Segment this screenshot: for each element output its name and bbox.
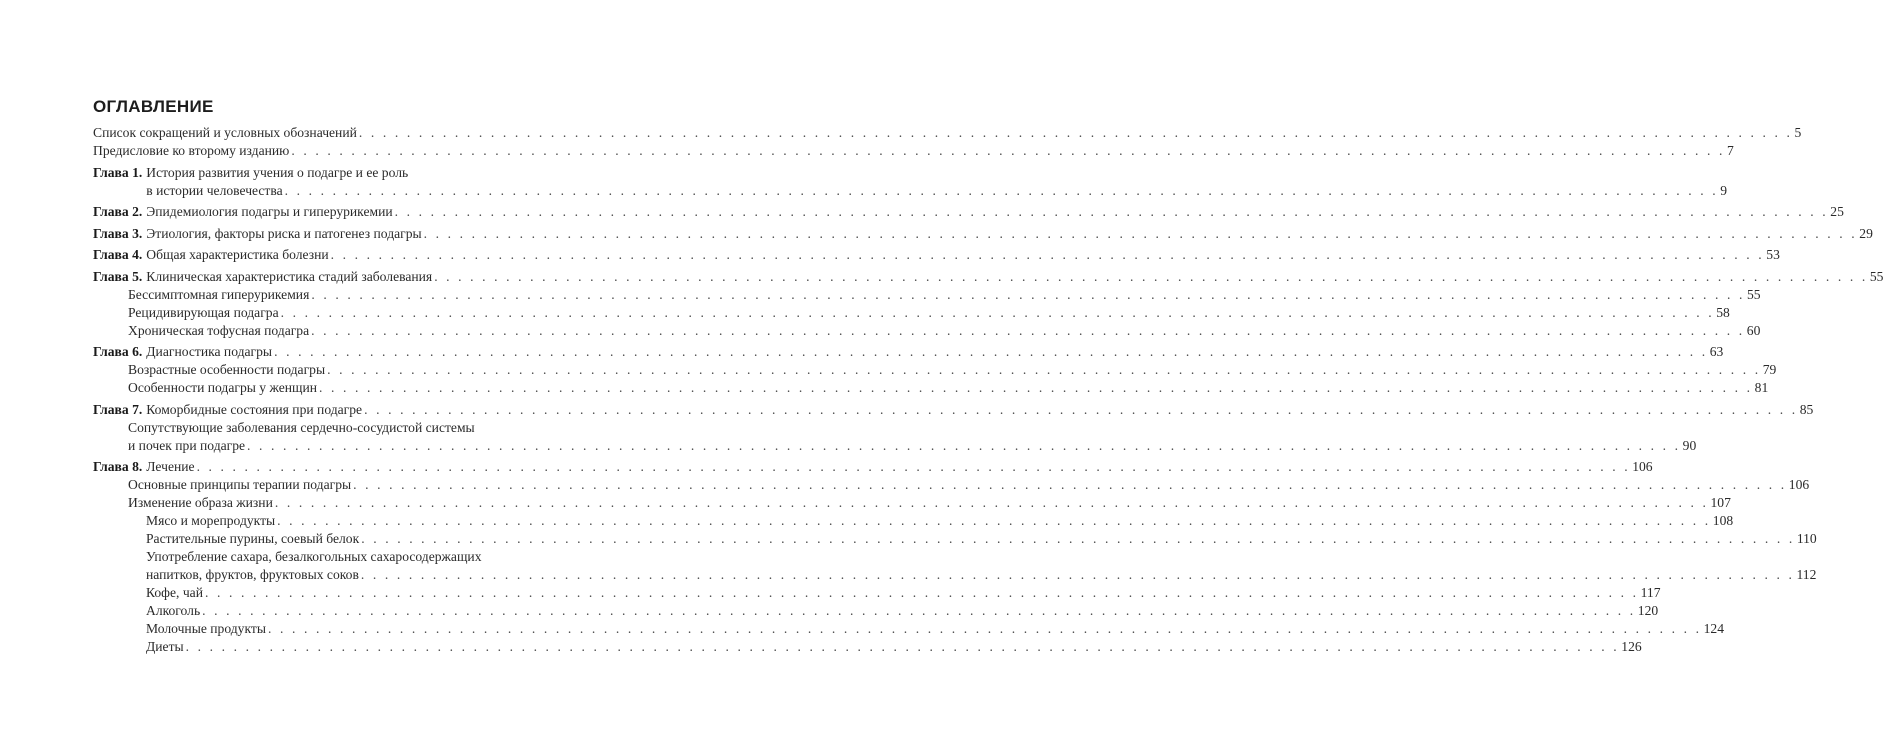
entry-title: Диеты xyxy=(146,639,184,654)
page-number: 58 xyxy=(1716,304,1730,320)
toc-entry[interactable] xyxy=(93,419,1697,455)
entry-body xyxy=(146,343,1724,361)
toc-entry[interactable] xyxy=(93,142,1734,160)
entry-line xyxy=(128,476,1810,494)
entry-title: и почек при подагре xyxy=(128,437,246,453)
page-number: 5 xyxy=(1794,125,1802,140)
dot-leader: . . . . . . . . . . . . . . . . . . . . . . . . . . . . . . . . . . . . . . . . . . . . . . . . . . . . . . . . . . . . . . . . . . . . . . . . . . . . . . . . . . . . . . . . . . . . . . . . . . . . . . . . . . . . . . . . . . . . . . . . xyxy=(274,495,1709,510)
toc-entry[interactable] xyxy=(93,322,1761,340)
dot-leader: . . . . . . . . . . . . . . . . . . . . . . . . . . . . . . . . . . . . . . . . . . . . . . . . . . . . . . . . . . . . . . . . . . . . . . . . . . . . . . . . . . . . . . . . . . . . . . . . . . . . . . . . . . . . . . . . . . . . . . . . xyxy=(274,344,1708,359)
dot-leader: . . . . . . . . . . . . . . . . . . . . . . . . . . . . . . . . . . . . . . . . . . . . . . . . . . . . . . . . . . . . . . . . . . . . . . . . . . . . . . . . . . . . . . . . . . . . . . . . . . . . . . . . . . . . . . . . . . . . . . . . xyxy=(185,639,1620,654)
entry-title: Мясо и морепродукты xyxy=(146,513,276,528)
chapter-label: Глава 8. xyxy=(93,459,143,474)
page-number: 79 xyxy=(1762,362,1777,377)
page-number: 108 xyxy=(1712,513,1734,528)
entry-line xyxy=(93,142,1734,160)
page-number: 9 xyxy=(1720,182,1728,198)
dot-leader: . . . . . . . . . . . . . . . . . . . . . . . . . . . . . . . . . . . . . . . . . . . . . . . . . . . . . . . . . . . . . . . . . . . . . . . . . . . . . . . . . . . . . . . . . . . . . . . . . . . . . . . . . . . . . . . . . . . . . . . . xyxy=(364,401,1798,417)
dot-leader: . . . . . . . . . . . . . . . . . . . . . . . . . . . . . . . . . . . . . . . . . . . . . . . . . . . . . . . . . . . . . . . . . . . . . . . . . . . . . . . . . . . . . . . . . . . . . . . . . . . . . . . . . . . . . . . . . . . . . . . . xyxy=(204,585,1639,600)
entry-line xyxy=(128,304,1730,322)
entry-title: Предисловие ко второму изданию xyxy=(93,143,290,158)
entry-line xyxy=(146,638,1642,656)
entry-title: Рецидивирующая подагра xyxy=(128,304,279,320)
page-number: 107 xyxy=(1710,495,1731,510)
page-number: 25 xyxy=(1830,204,1844,219)
entry-line xyxy=(146,458,1653,476)
entry-line xyxy=(146,225,1873,243)
entry-line xyxy=(146,246,1780,264)
page-number: 90 xyxy=(1682,437,1697,453)
entry-line xyxy=(146,620,1724,638)
page-number: 29 xyxy=(1859,225,1873,241)
page-number: 81 xyxy=(1754,380,1769,395)
entry-body xyxy=(146,638,1642,656)
toc-entries xyxy=(93,124,1883,656)
dot-leader: . . . . . . . . . . . . . . . . . . . . . . . . . . . . . . . . . . . . . . . . . . . . . . . . . . . . . . . . . . . . . . . . . . . . . . . . . . . . . . . . . . . . . . . . . . . . . . . . . . . . . . . . . . . . . . . . . . . . . . . . xyxy=(394,204,1829,219)
page-number: 85 xyxy=(1799,401,1814,417)
dot-leader: . . . . . . . . . . . . . . . . . . . . . . . . . . . . . . . . . . . . . . . . . . . . . . . . . . . . . . . . . . . . . . . . . . . . . . . . . . . . . . . . . . . . . . . . . . . . . . . . . . . . . . . . . . . . . . . . . . . . . . . . xyxy=(291,143,1725,158)
dot-leader: . . . . . . . . . . . . . . . . . . . . . . . . . . . . . . . . . . . . . . . . . . . . . . . . . . . . . . . . . . . . . . . . . . . . . . . . . . . . . . . . . . . . . . . . . . . . . . . . . . . . . . . . . . . . . . . . . . . . . . . . xyxy=(319,380,1753,395)
chapter-label: Глава 5. xyxy=(93,268,143,284)
dot-leader: . . . . . . . . . . . . . . . . . . . . . . . . . . . . . . . . . . . . . . . . . . . . . . . . . . . . . . . . . . . . . . . . . . . . . . . . . . . . . . . . . . . . . . . . . . . . . . . . . . . . . . . . . . . . . . . . . . . . . . . . xyxy=(280,304,1715,320)
dot-leader: . . . . . . . . . . . . . . . . . . . . . . . . . . . . . . . . . . . . . . . . . . . . . . . . . . . . . . . . . . . . . . . . . . . . . . . . . . . . . . . . . . . . . . . . . . . . . . . . . . . . . . . . . . . . . . . . . . . . . . . . xyxy=(353,477,1787,492)
page-number: 106 xyxy=(1788,477,1810,492)
entry-body xyxy=(93,124,1802,142)
entry-title: Эпидемиология подагры и гиперурикемии xyxy=(146,204,393,219)
toc-chapter-entry[interactable] xyxy=(93,246,1780,264)
page-number: 110 xyxy=(1796,531,1817,546)
entry-body xyxy=(128,476,1810,494)
dot-leader: . . . . . . . . . . . . . . . . . . . . . . . . . . . . . . . . . . . . . . . . . . . . . . . . . . . . . . . . . . . . . . . . . . . . . . . . . . . . . . . . . . . . . . . . . . . . . . . . . . . . . . . . . . . . . . . . . . . . . . . . xyxy=(267,621,1702,636)
dot-leader: . . . . . . . . . . . . . . . . . . . . . . . . . . . . . . . . . . . . . . . . . . . . . . . . . . . . . . . . . . . . . . . . . . . . . . . . . . . . . . . . . . . . . . . . . . . . . . . . . . . . . . . . . . . . . . . . . . . . . . . . xyxy=(327,362,1761,377)
entry-body xyxy=(146,584,1661,602)
toc-entry[interactable] xyxy=(93,494,1731,512)
entry-line xyxy=(146,548,508,566)
page-number: 124 xyxy=(1703,621,1724,636)
entry-title: Сопутствующие заболевания сердечно-сосудистой системы xyxy=(128,419,475,435)
page-number: 63 xyxy=(1709,344,1724,359)
entry-title: в истории человечества xyxy=(146,182,283,198)
page-number: 106 xyxy=(1632,459,1653,474)
entry-title: Этиология, факторы риска и патогенез подагры xyxy=(146,225,422,241)
toc-entry[interactable] xyxy=(93,361,1777,379)
toc-entry[interactable] xyxy=(93,584,1661,602)
page-number: 126 xyxy=(1621,639,1642,654)
entry-title: Хроническая тофусная подагра xyxy=(128,322,310,338)
entry-body xyxy=(146,164,1728,200)
toc-entry[interactable] xyxy=(93,286,1761,304)
dot-leader: . . . . . . . . . . . . . . . . . . . . . . . . . . . . . . . . . . . . . . . . . . . . . . . . . . . . . . . . . . . . . . . . . . . . . . . . . . . . . . . . . . . . . . . . . . . . . . . . . . . . . . . . . . . . . . . . . . . . . . . . xyxy=(247,437,1681,453)
entry-body xyxy=(146,401,1814,419)
entry-line xyxy=(146,530,1817,548)
dot-leader: . . . . . . . . . . . . . . . . . . . . . . . . . . . . . . . . . . . . . . . . . . . . . . . . . . . . . . . . . . . . . . . . . . . . . . . . . . . . . . . . . . . . . . . . . . . . . . . . . . . . . . . . . . . . . . . . . . . . . . . . xyxy=(330,247,1765,262)
entry-line xyxy=(128,494,1731,512)
chapter-label: Глава 4. xyxy=(93,247,143,262)
entry-line xyxy=(128,437,1697,455)
toc-entry[interactable] xyxy=(93,602,1659,620)
entry-title: Основные принципы терапии подагры xyxy=(128,477,352,492)
entry-title: Алкоголь xyxy=(146,603,201,618)
entry-line xyxy=(146,268,1883,286)
toc-chapter-entry[interactable] xyxy=(93,401,1814,419)
entry-line xyxy=(128,419,508,437)
toc-entry[interactable] xyxy=(93,124,1802,142)
dot-leader: . . . . . . . . . . . . . . . . . . . . . . . . . . . . . . . . . . . . . . . . . . . . . . . . . . . . . . . . . . . . . . . . . . . . . . . . . . . . . . . . . . . . . . . . . . . . . . . . . . . . . . . . . . . . . . . . . . . . . . . . xyxy=(358,125,1793,140)
entry-body xyxy=(128,494,1731,512)
toc-entry[interactable] xyxy=(93,548,1817,584)
toc-chapter-entry[interactable] xyxy=(93,164,1728,200)
entry-title: Клиническая характеристика стадий заболевания xyxy=(146,268,433,284)
entry-body xyxy=(146,458,1653,476)
toc-entry[interactable] xyxy=(93,379,1769,397)
toc-entry[interactable] xyxy=(93,476,1810,494)
entry-line xyxy=(146,512,1734,530)
entry-title: Изменение образа жизни xyxy=(128,495,273,510)
dot-leader: . . . . . . . . . . . . . . . . . . . . . . . . . . . . . . . . . . . . . . . . . . . . . . . . . . . . . . . . . . . . . . . . . . . . . . . . . . . . . . . . . . . . . . . . . . . . . . . . . . . . . . . . . . . . . . . . . . . . . . . . xyxy=(284,182,1719,198)
chapter-label: Глава 6. xyxy=(93,344,143,359)
dot-leader: . . . . . . . . . . . . . . . . . . . . . . . . . . . . . . . . . . . . . . . . . . . . . . . . . . . . . . . . . . . . . . . . . . . . . . . . . . . . . . . . . . . . . . . . . . . . . . . . . . . . . . . . . . . . . . . . . . . . . . . . xyxy=(311,322,1745,338)
dot-leader: . . . . . . . . . . . . . . . . . . . . . . . . . . . . . . . . . . . . . . . . . . . . . . . . . . . . . . . . . . . . . . . . . . . . . . . . . . . . . . . . . . . . . . . . . . . . . . . . . . . . . . . . . . . . . . . . . . . . . . . . xyxy=(202,603,1636,618)
toc-chapter-entry[interactable] xyxy=(93,203,1844,221)
table-of-contents xyxy=(93,96,1883,656)
entry-title: Общая характеристика болезни xyxy=(146,247,329,262)
chapter-label: Глава 7. xyxy=(93,401,143,417)
entry-title: Молочные продукты xyxy=(146,621,266,636)
entry-body xyxy=(128,304,1730,322)
entry-title: Коморбидные состояния при подагре xyxy=(146,401,363,417)
dot-leader: . . . . . . . . . . . . . . . . . . . . . . . . . . . . . . . . . . . . . . . . . . . . . . . . . . . . . . . . . . . . . . . . . . . . . . . . . . . . . . . . . . . . . . . . . . . . . . . . . . . . . . . . . . . . . . . . . . . . . . . . xyxy=(361,531,1795,546)
dot-leader: . . . . . . . . . . . . . . . . . . . . . . . . . . . . . . . . . . . . . . . . . . . . . . . . . . . . . . . . . . . . . . . . . . . . . . . . . . . . . . . . . . . . . . . . . . . . . . . . . . . . . . . . . . . . . . . . . . . . . . . . xyxy=(311,286,1745,302)
entry-title: Употребление сахара, безалкогольных сахаросодержащих xyxy=(146,549,482,564)
toc-entry[interactable] xyxy=(93,304,1730,322)
entry-title: Бессимптомная гиперурикемия xyxy=(128,286,310,302)
entry-title: Особенности подагры у женщин xyxy=(128,380,318,395)
page-number: 120 xyxy=(1637,603,1659,618)
entry-title: напитков, фруктов, фруктовых соков xyxy=(146,567,359,582)
entry-title: Диагностика подагры xyxy=(146,344,273,359)
dot-leader: . . . . . . . . . . . . . . . . . . . . . . . . . . . . . . . . . . . . . . . . . . . . . . . . . . . . . . . . . . . . . . . . . . . . . . . . . . . . . . . . . . . . . . . . . . . . . . . . . . . . . . . . . . . . . . . . . . . . . . . . xyxy=(360,567,1795,582)
entry-body xyxy=(146,602,1659,620)
entry-line xyxy=(93,124,1802,142)
entry-title: Лечение xyxy=(146,459,195,474)
entry-body xyxy=(146,530,1817,548)
page-number: 117 xyxy=(1640,585,1661,600)
entry-body xyxy=(146,268,1883,286)
page-number: 60 xyxy=(1746,322,1761,338)
dot-leader: . . . . . . . . . . . . . . . . . . . . . . . . . . . . . . . . . . . . . . . . . . . . . . . . . . . . . . . . . . . . . . . . . . . . . . . . . . . . . . . . . . . . . . . . . . . . . . . . . . . . . . . . . . . . . . . . . . . . . . . . xyxy=(196,459,1631,474)
entry-line xyxy=(146,401,1814,419)
entry-line xyxy=(146,602,1659,620)
entry-line xyxy=(146,343,1724,361)
entry-body xyxy=(146,512,1734,530)
entry-body xyxy=(128,361,1777,379)
toc-entry[interactable] xyxy=(93,638,1642,656)
dot-leader: . . . . . . . . . . . . . . . . . . . . . . . . . . . . . . . . . . . . . . . . . . . . . . . . . . . . . . . . . . . . . . . . . . . . . . . . . . . . . . . . . . . . . . . . . . . . . . . . . . . . . . . . . . . . . . . . . . . . . . . . xyxy=(434,268,1868,284)
entry-body xyxy=(128,286,1761,304)
dot-leader: . . . . . . . . . . . . . . . . . . . . . . . . . . . . . . . . . . . . . . . . . . . . . . . . . . . . . . . . . . . . . . . . . . . . . . . . . . . . . . . . . . . . . . . . . . . . . . . . . . . . . . . . . . . . . . . . . . . . . . . . xyxy=(423,225,1858,241)
page-number: 53 xyxy=(1766,247,1780,262)
entry-body xyxy=(146,246,1780,264)
entry-line xyxy=(146,566,1817,584)
entry-body xyxy=(146,548,1817,584)
entry-title: Список сокращений и условных обозначений xyxy=(93,125,357,140)
entry-body xyxy=(128,419,1697,455)
toc-entry[interactable] xyxy=(93,620,1724,638)
entry-line xyxy=(146,182,1728,200)
entry-title: Растительные пурины, соевый белок xyxy=(146,531,360,546)
entry-body xyxy=(128,322,1761,340)
page-number: 55 xyxy=(1869,268,1883,284)
chapter-label: Глава 2. xyxy=(93,204,143,219)
entry-line xyxy=(146,164,508,182)
chapter-label: Глава 1. xyxy=(93,164,143,180)
entry-line xyxy=(146,584,1661,602)
toc-entry[interactable] xyxy=(93,512,1734,530)
page-number: 7 xyxy=(1726,143,1734,158)
entry-body xyxy=(146,620,1724,638)
toc-chapter-entry[interactable] xyxy=(93,343,1724,361)
page-number: 112 xyxy=(1796,567,1817,582)
toc-chapter-entry[interactable] xyxy=(93,225,1873,243)
dot-leader: . . . . . . . . . . . . . . . . . . . . . . . . . . . . . . . . . . . . . . . . . . . . . . . . . . . . . . . . . . . . . . . . . . . . . . . . . . . . . . . . . . . . . . . . . . . . . . . . . . . . . . . . . . . . . . . . . . . . . . . . xyxy=(277,513,1711,528)
entry-line xyxy=(128,361,1777,379)
entry-title: Возрастные особенности подагры xyxy=(128,362,326,377)
entry-line xyxy=(128,286,1761,304)
toc-title: ОГЛАВЛЕНИЕ xyxy=(93,97,214,116)
entry-body xyxy=(146,225,1873,243)
entry-body xyxy=(93,142,1734,160)
toc-entry[interactable] xyxy=(93,530,1817,548)
entry-title: История развития учения о подагре и ее роль xyxy=(146,164,409,180)
entry-line xyxy=(146,203,1844,221)
entry-line xyxy=(128,322,1761,340)
chapter-label: Глава 3. xyxy=(93,225,143,241)
entry-line xyxy=(128,379,1769,397)
entry-title: Кофе, чай xyxy=(146,585,203,600)
entry-body xyxy=(128,379,1769,397)
toc-chapter-entry[interactable] xyxy=(93,458,1653,476)
toc-chapter-entry[interactable] xyxy=(93,268,1883,286)
page-number: 55 xyxy=(1746,286,1761,302)
entry-body xyxy=(146,203,1844,221)
